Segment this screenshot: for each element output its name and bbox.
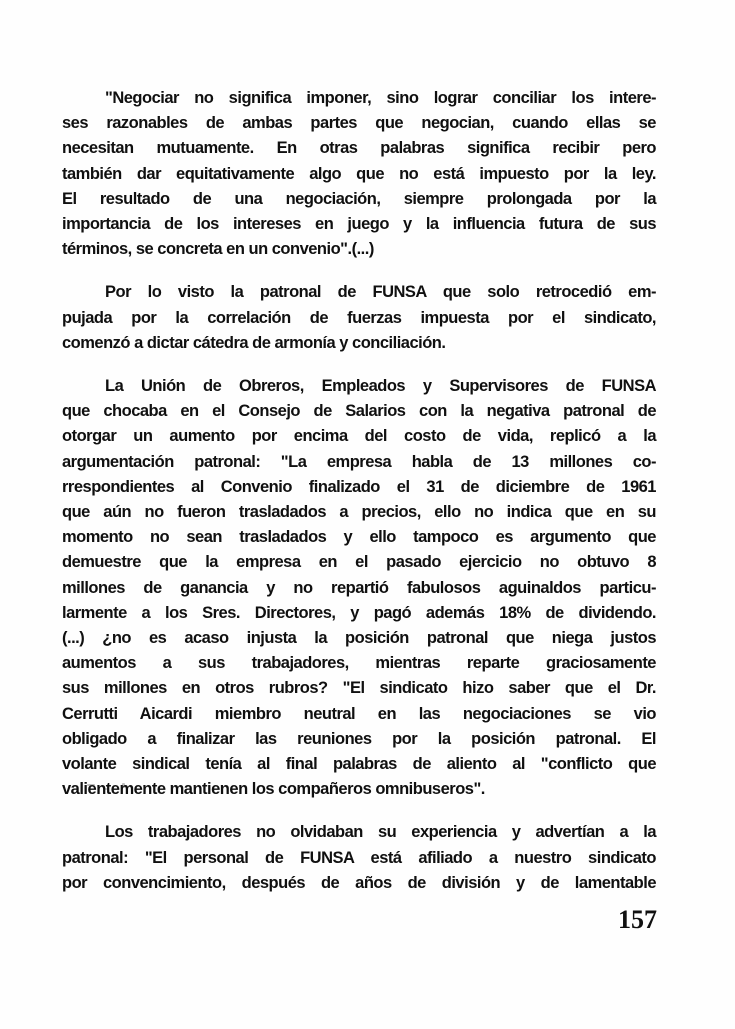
text-line: que chocaba en el Consejo de Salarios con la negativa patronal de <box>62 402 656 421</box>
text-line: valientemente mantienen los compañeros omnibuseros". <box>62 780 485 799</box>
text-line: La Unión de Obreros, Empleados y Supervisores de FUNSA <box>105 377 656 396</box>
scan-artifact <box>122 783 125 788</box>
text-line: pujada por la correlación de fuerzas impuesta por el sindicato, <box>62 308 656 327</box>
paragraph-2 <box>62 280 656 356</box>
text-line: argumentación patronal: "La empresa habla de 13 millones co- <box>62 452 656 471</box>
text-line: volante sindical tenía al final palabras de aliento al "conflicto que <box>62 755 656 774</box>
paragraph-3 <box>62 374 656 802</box>
text-line: que aún no fueron trasladados a precios, ello no indica que en su <box>62 503 656 522</box>
text-line: Por lo visto la patronal de FUNSA que solo retrocedió em- <box>105 283 656 302</box>
text-line: necesitan mutuamente. En otras palabras significa recibir pero <box>62 139 656 158</box>
text-line: también dar equitativamente algo que no está impuesto por la ley. <box>62 164 656 183</box>
text-line: ses razonables de ambas partes que negocian, cuando ellas se <box>62 114 656 133</box>
text-line: importancia de los intereses en juego y la influencia futura de sus <box>62 215 656 234</box>
text-line: aumentos a sus trabajadores, mientras reparte graciosamente <box>62 654 656 673</box>
text-line: sus millones en otros rubros? "El sindicato hizo saber que el Dr. <box>62 679 656 698</box>
text-line: (...) ¿no es acaso injusta la posición patronal que niega justos <box>62 629 656 648</box>
text-line: comenzó a dictar cátedra de armonía y conciliación. <box>62 333 446 352</box>
paragraph-1 <box>62 86 656 262</box>
scan-artifact <box>87 784 95 786</box>
page-text <box>62 86 656 896</box>
scan-artifact <box>104 788 107 790</box>
text-line: por convencimiento, después de años de división y de lamentable <box>62 873 656 892</box>
text-line: Cerrutti Aicardi miembro neutral en las negociaciones se vio <box>62 704 656 723</box>
text-line: rrespondientes al Convenio finalizado el 31 de diciembre de 1961 <box>62 477 656 496</box>
text-line: millones de ganancia y no repartió fabulosos aguinaldos particu- <box>62 578 656 597</box>
text-line: El resultado de una negociación, siempre prolongada por la <box>62 189 656 208</box>
text-line: demuestre que la empresa en el pasado ejercicio no obtuvo 8 <box>62 553 656 572</box>
text-line: otorgar un aumento por encima del costo de vida, replicó a la <box>62 427 656 446</box>
text-line: "Negociar no significa imponer, sino lograr conciliar los intere- <box>105 89 656 107</box>
text-line: obligado a finalizar las reuniones por la posición patronal. El <box>62 729 656 748</box>
page-number: 157 <box>618 905 657 934</box>
text-line: momento no sean trasladados y ello tampoco es argumento que <box>62 528 656 547</box>
text-line: larmente a los Sres. Directores, y pagó además 18% de dividendo. <box>62 603 656 622</box>
text-line: Los trabajadores no olvidaban su experiencia y advertían a la <box>105 823 656 842</box>
paragraph-4 <box>62 820 656 896</box>
text-line: términos, se concreta en un convenio".(...) <box>62 240 374 259</box>
text-line: patronal: "El personal de FUNSA está afiliado a nuestro sindicato <box>62 848 656 867</box>
